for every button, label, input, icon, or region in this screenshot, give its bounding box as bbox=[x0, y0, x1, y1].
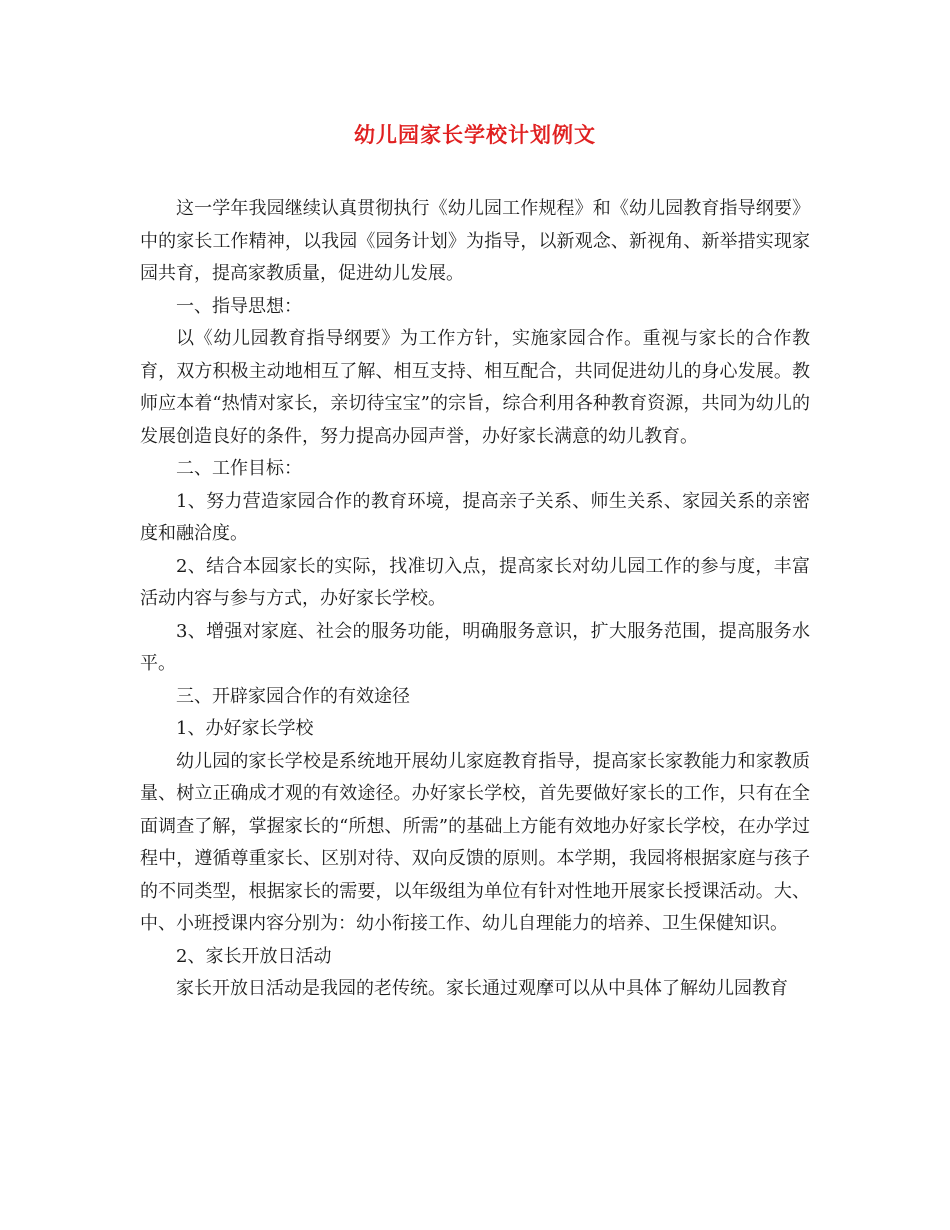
paragraph-goal-1: 1、努力营造家园合作的教育环境，提高亲子关系、师生关系、家园关系的亲密度和融洽度。 bbox=[140, 490, 810, 544]
heading-work-goals: 二、工作目标： bbox=[176, 458, 302, 479]
paragraph-open-day: 家长开放日活动是我园的老传统。家长通过观摩可以从中具体了解幼儿园教育 bbox=[176, 978, 788, 999]
subheading-parent-school: 1、办好家长学校 bbox=[176, 718, 314, 739]
paragraph-intro: 这一学年我园继续认真贯彻执行《幼儿园工作规程》和《幼儿园教育指导纲要》中的家长工作精神，以我园《园务计划》为指导，以新观念、新视角、新举措实现家园共育，提高家教质量，促进幼儿发展。 bbox=[140, 198, 810, 284]
paragraph-goal-2: 2、结合本园家长的实际，找准切入点，提高家长对幼儿园工作的参与度，丰富活动内容与参与方式，办好家长学校。 bbox=[140, 555, 810, 609]
subheading-open-day: 2、家长开放日活动 bbox=[176, 945, 332, 967]
paragraph-parent-school: 幼儿园的家长学校是系统地开展幼儿家庭教育指导，提高家长家教能力和家教质量、树立正确成才观的有效途径。办好家长学校，首先要做好家长的工作，只有在全面调查了解，掌握家长的“所想、所需”的基础上方能有效地办好家长学校，在办学过程中，遵循尊重家长、区别对待、双向反馈的原则。本学期，我园将根据家庭与孩子的不同类型，根据家长的需要，以年级组为单位有针对性地开展家长授课活动。大、中、小班授课内容分别为：幼小衔接工作、幼儿自理能力的培养、卫生保健知识。 bbox=[140, 750, 810, 934]
heading-guiding-thought: 一、指导思想： bbox=[176, 295, 302, 317]
paragraph-goal-3: 3、增强对家庭、社会的服务功能，明确服务意识，扩大服务范围，提高服务水平。 bbox=[140, 620, 810, 674]
paragraph-guiding-thought: 以《幼儿园教育指导纲要》为工作方针，实施家园合作。重视与家长的合作教育，双方积极主动地相互了解、相互支持、相互配合，共同促进幼儿的身心发展。教师应本着“热情对家长，亲切待宝宝”的宗旨，综合利用各种教育资源，共同为幼儿的发展创造良好的条件，努力提高办园声誉，办好家长满意的幼儿教育。 bbox=[140, 328, 810, 447]
heading-cooperation-routes: 三、开辟家园合作的有效途径 bbox=[176, 685, 410, 707]
document-body bbox=[140, 193, 810, 1006]
document-title: 幼儿园家长学校计划例文 bbox=[354, 122, 596, 147]
